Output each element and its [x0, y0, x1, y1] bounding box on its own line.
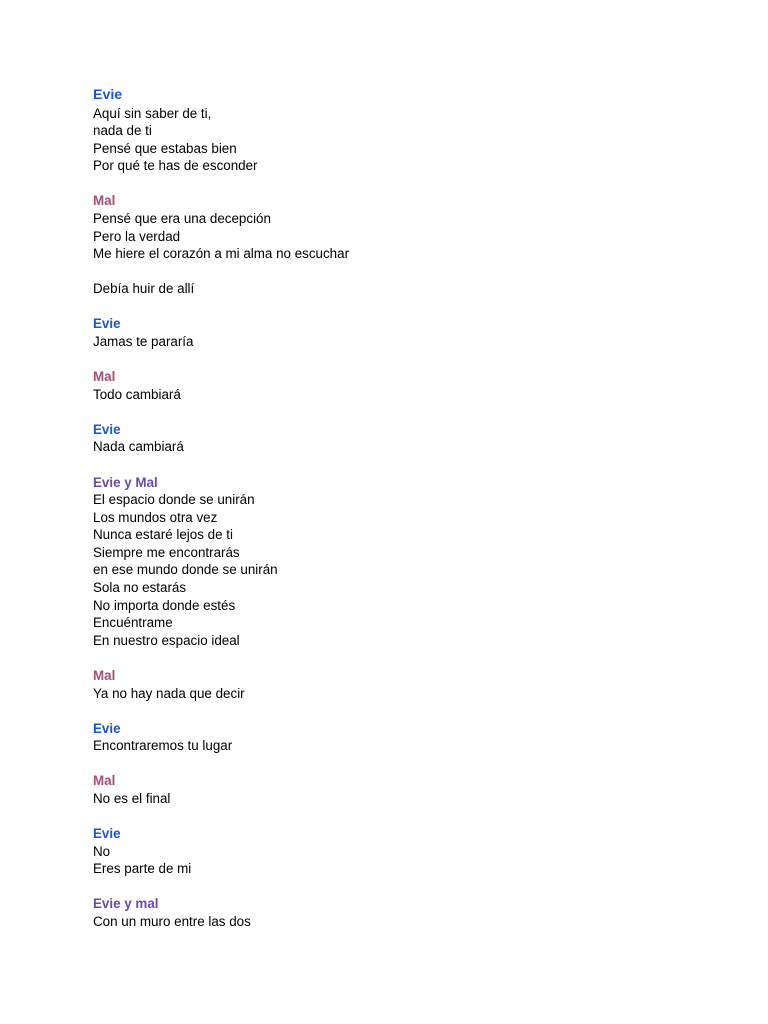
lyric-line: Eres parte de mi — [93, 861, 192, 877]
lyric-block — [93, 720, 733, 755]
lyric-line: Nada cambiará — [93, 439, 184, 455]
lyric-line: Jamas te pararía — [93, 334, 194, 350]
speaker-label: Evie — [93, 720, 121, 736]
lyric-line: Me hiere el corazón a mi alma no escuchar — [93, 246, 350, 262]
lyric-line: Nunca estaré lejos de ti — [93, 527, 233, 543]
lyric-line: En nuestro espacio ideal — [93, 632, 240, 648]
speaker-label: Evie y Mal — [93, 474, 158, 490]
lyric-line: Encuéntrame — [93, 615, 173, 631]
lyric-block — [93, 895, 733, 930]
lyric-block — [93, 368, 733, 403]
lyric-block — [93, 474, 733, 650]
lyric-line: No es el final — [93, 790, 171, 806]
lyric-block — [93, 421, 733, 456]
speaker-label: Evie — [93, 826, 121, 841]
lyric-line: Pero la verdad — [93, 228, 181, 244]
lyric-line: El espacio donde se unirán — [93, 492, 255, 508]
lyric-line: nada de ti — [93, 123, 152, 139]
speaker-label: Mal — [93, 773, 116, 789]
lyric-block — [93, 315, 733, 350]
lyric-line: Debía huir de allí — [93, 281, 195, 297]
speaker-label: Evie y mal — [93, 896, 159, 912]
lyric-block — [93, 825, 733, 878]
lyric-line: Por qué te has de esconder — [93, 158, 258, 174]
lyrics-document — [93, 87, 733, 948]
lyric-block — [93, 772, 733, 807]
lyric-block — [93, 192, 733, 262]
lyric-line: Ya no hay nada que decir — [93, 685, 245, 701]
lyric-line: No — [93, 843, 111, 859]
lyric-line: en ese mundo donde se unirán — [93, 562, 278, 578]
lyric-line: Encontraremos tu lugar — [93, 738, 233, 754]
lyric-line: Aquí sin saber de ti, — [93, 105, 212, 121]
lyric-block — [93, 87, 733, 175]
lyric-line: Todo cambiará — [93, 386, 181, 402]
lyric-line: Pensé que estabas bien — [93, 140, 237, 156]
lyric-line: Siempre me encontrarás — [93, 544, 240, 560]
speaker-label: Evie — [93, 316, 121, 332]
lyric-line: Con un muro entre las dos — [93, 913, 251, 929]
speaker-label: Mal — [93, 369, 116, 385]
speaker-label: Mal — [93, 667, 116, 683]
lyric-block — [93, 667, 733, 702]
lyric-line: Los mundos otra vez — [93, 509, 218, 525]
lyric-line: Pensé que era una decepción — [93, 211, 271, 227]
speaker-label: Evie — [93, 421, 121, 437]
speaker-label: Evie — [93, 87, 123, 103]
speaker-label: Mal — [93, 193, 116, 209]
lyric-block — [93, 280, 733, 298]
lyric-line: Sola no estarás — [93, 580, 187, 596]
lyric-line: No importa donde estés — [93, 597, 236, 613]
